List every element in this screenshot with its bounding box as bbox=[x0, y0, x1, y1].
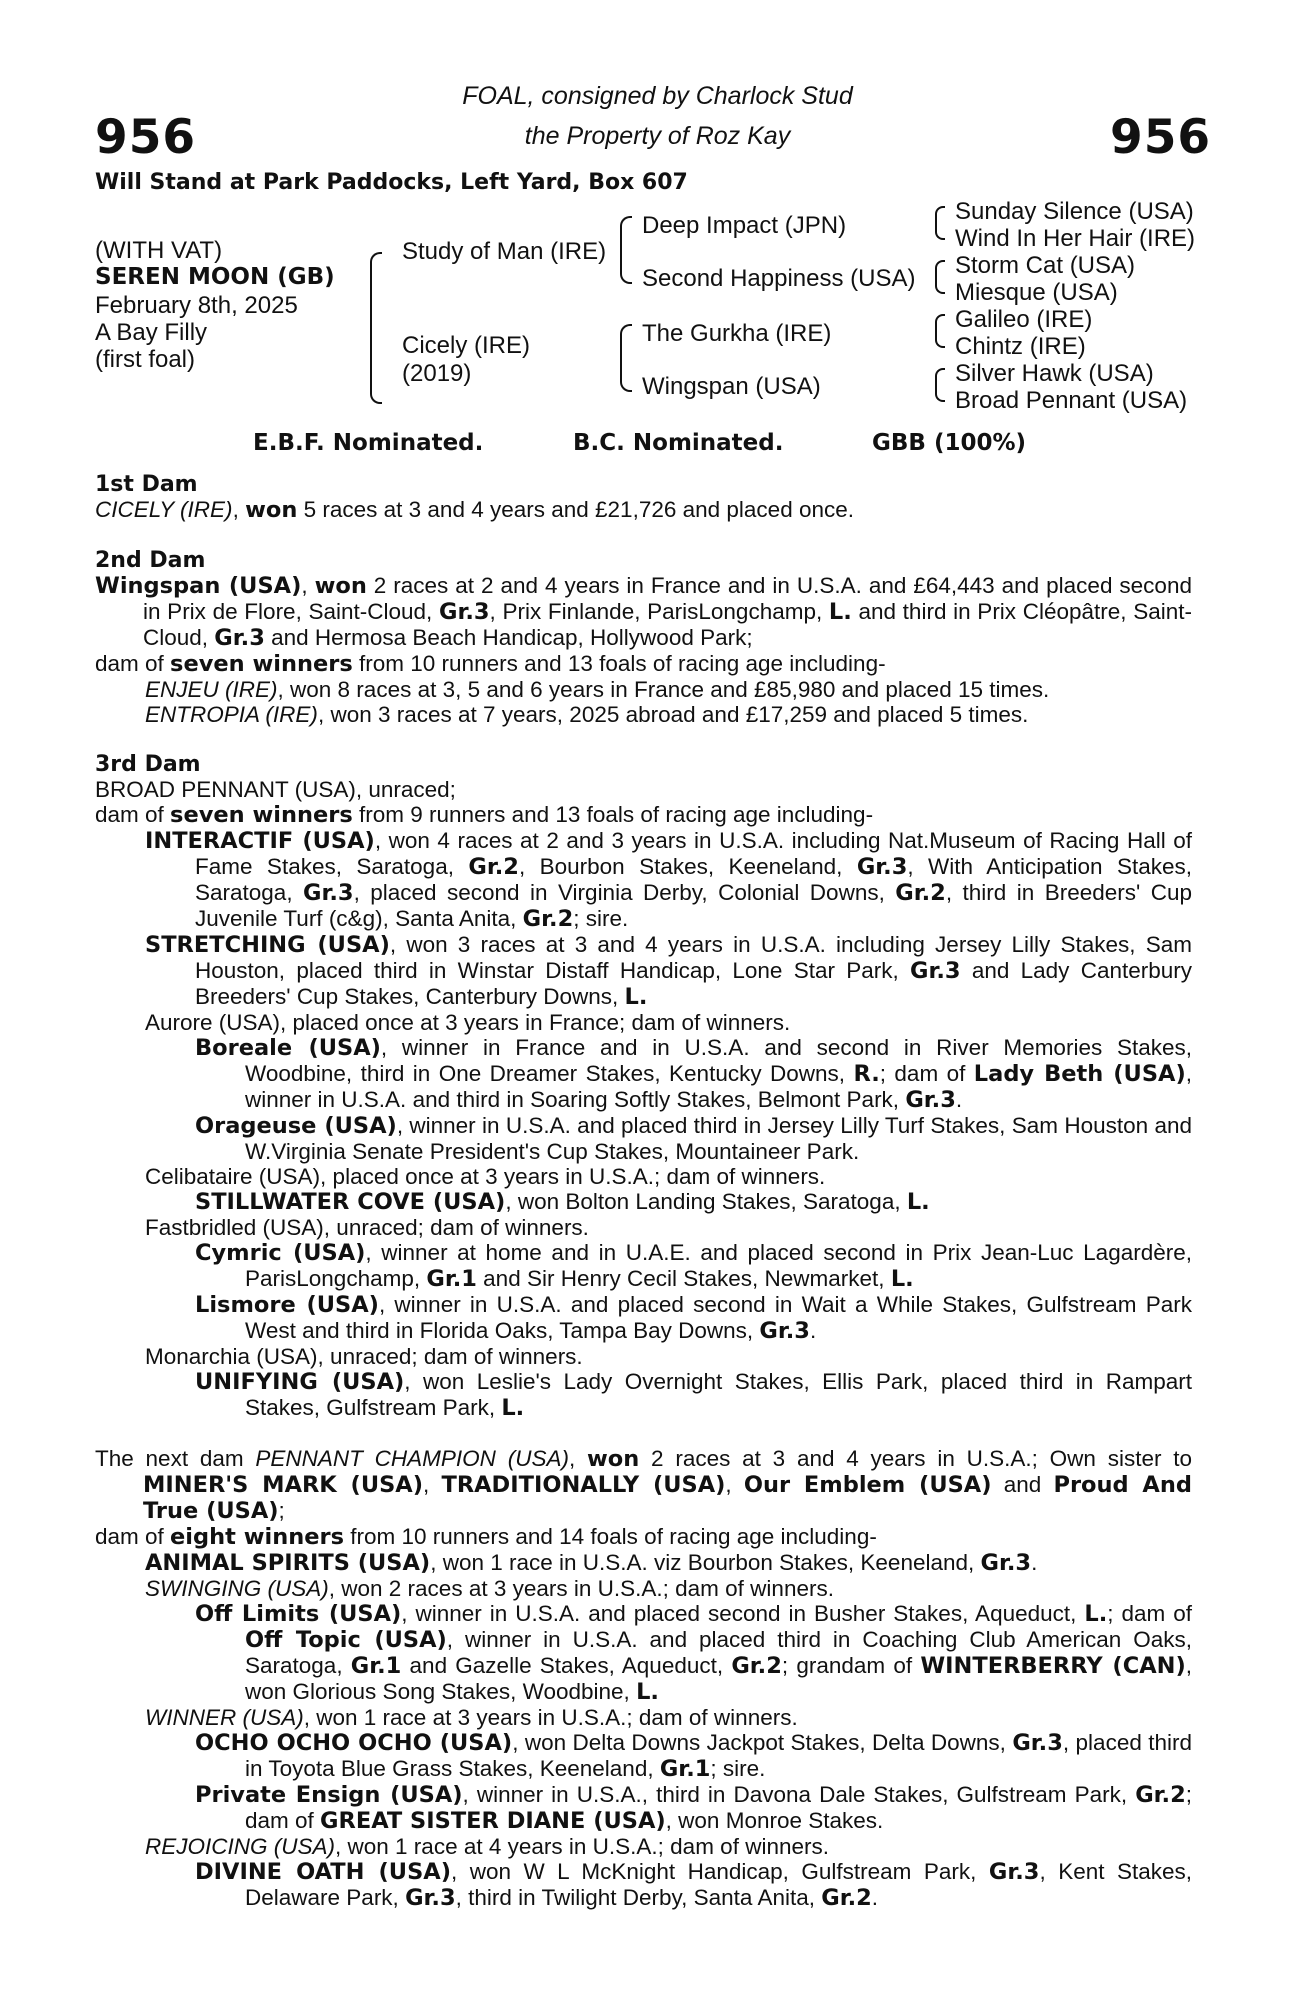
italic-text: ENTROPIA (IRE) bbox=[145, 702, 318, 727]
catalogue-entry bbox=[95, 1705, 1192, 1730]
bold-text: Off Limits (USA) bbox=[195, 1601, 402, 1627]
text-run: , winner in U.S.A., third in Davona Dale Stakes, Gulfstream Park, bbox=[462, 1782, 1136, 1807]
bold-text: Gr.3 bbox=[988, 1859, 1040, 1885]
text-run: . bbox=[871, 1885, 879, 1910]
bold-text: Gr.3 bbox=[856, 854, 908, 880]
text-run: The next dam bbox=[95, 1446, 256, 1471]
text-run: , winner in U.S.A. and placed third in Coaching Club American Oaks, Saratoga, bbox=[245, 1627, 1192, 1678]
text-run: , bbox=[232, 497, 246, 522]
bold-text: Gr.3 bbox=[759, 1318, 810, 1344]
pedigree-ssd: Wind In Her Hair (IRE) bbox=[955, 225, 1196, 252]
text-run: , won 1 race at 4 years in U.S.A.; dam of winners. bbox=[335, 1834, 829, 1859]
first-foal-note: (first foal) bbox=[95, 346, 196, 373]
catalogue-entry bbox=[95, 651, 1192, 677]
catalogue-entry bbox=[95, 777, 1192, 802]
italic-text: PENNANT CHAMPION (USA) bbox=[255, 1446, 569, 1471]
italic-text: CICELY (IRE) bbox=[95, 497, 233, 522]
bold-text: Gr.2 bbox=[731, 1653, 782, 1679]
bold-text: Our Emblem (USA) bbox=[743, 1472, 992, 1498]
catalogue-entry bbox=[95, 1189, 1192, 1215]
text-run: , bbox=[423, 1472, 442, 1497]
bold-text: eight winners bbox=[170, 1524, 345, 1550]
catalogue-entry bbox=[95, 1113, 1192, 1164]
text-run: , winner at home and in U.A.E. and placed second in Prix Jean-Luc Lagardère, ParisLongchamp, bbox=[245, 1240, 1192, 1291]
text-run: 2 races at 2 and 4 years in France and in U.S.A. and £64,443 and placed second in Prix de Flore, Saint-Cloud, bbox=[143, 573, 1192, 624]
text-run: from 10 runners and 14 foals of racing age including- bbox=[344, 1524, 877, 1549]
text-run: , winner in U.S.A. and placed second in Wait a While Stakes, Gulfstream Park West and third in Florida Oaks, Tampa Bay Downs, bbox=[245, 1292, 1192, 1343]
text-run: ; sire. bbox=[573, 906, 629, 931]
bold-text: DIVINE OATH (USA) bbox=[195, 1859, 451, 1885]
bold-text: ANIMAL SPIRITS (USA) bbox=[145, 1550, 431, 1576]
catalogue-entry bbox=[95, 702, 1192, 727]
text-run: 2 races at 3 and 4 years in U.S.A.; Own sister to bbox=[639, 1446, 1192, 1471]
bold-text: L. bbox=[890, 1266, 914, 1292]
bold-text: MINER'S MARK (USA) bbox=[143, 1472, 423, 1498]
text-run: dam of bbox=[95, 651, 171, 676]
text-run: . bbox=[955, 1087, 963, 1112]
pedigree-dam-year: (2019) bbox=[402, 360, 472, 387]
bold-text: L. bbox=[636, 1679, 659, 1705]
text-run: , Prix Finlande, ParisLongchamp, bbox=[489, 599, 829, 624]
bold-text: Cymric (USA) bbox=[195, 1240, 366, 1266]
bold-text: Gr.3 bbox=[980, 1550, 1032, 1576]
ds-bracket bbox=[935, 314, 945, 348]
bold-text: Boreale (USA) bbox=[195, 1035, 381, 1061]
pedigree-sire-dam: Second Happiness (USA) bbox=[642, 265, 916, 292]
catalogue-entry bbox=[95, 1524, 1192, 1550]
bold-text: Gr.3 bbox=[910, 958, 961, 984]
bold-text: Off Topic (USA) bbox=[245, 1627, 447, 1653]
text-run: and bbox=[991, 1472, 1054, 1497]
text-run: and Gazelle Stakes, Aqueduct, bbox=[401, 1653, 732, 1678]
gbb-status: GBB (100%) bbox=[872, 430, 1027, 456]
catalogue-entry bbox=[95, 1292, 1192, 1344]
text-run: , won 4 races at 2 and 3 years in U.S.A. including Nat.Museum of Racing Hall of Fame Stakes, Saratoga, bbox=[195, 828, 1192, 879]
vat-note: (WITH VAT) bbox=[95, 237, 223, 264]
consignment-line: FOAL, consigned by Charlock Stud bbox=[462, 82, 853, 110]
text-run: , third in Breeders' Cup Juvenile Turf (c&g), Santa Anita, bbox=[195, 880, 1193, 931]
bold-text: Gr.3 bbox=[1012, 1730, 1063, 1756]
catalogue-entry bbox=[95, 1369, 1192, 1421]
lot-number-right: 956 bbox=[1110, 110, 1212, 165]
bold-text: Gr.3 bbox=[438, 599, 490, 625]
text-run: dam of bbox=[95, 1524, 171, 1549]
text-run: Celibataire (USA), placed once at 3 years in U.S.A.; dam of winners. bbox=[145, 1164, 826, 1189]
second-dam-entries bbox=[95, 573, 1192, 727]
text-run: , bbox=[301, 573, 315, 598]
italic-text: ENJEU (IRE) bbox=[145, 677, 278, 702]
catalogue-entry bbox=[95, 828, 1192, 932]
text-run: , won 8 races at 3, 5 and 6 years in France and £85,980 and placed 15 times. bbox=[277, 677, 1050, 702]
bold-text: won bbox=[245, 497, 298, 523]
bold-text: OCHO OCHO OCHO (USA) bbox=[195, 1730, 513, 1756]
bold-text: Private Ensign (USA) bbox=[195, 1782, 463, 1808]
foaling-date: February 8th, 2025 bbox=[95, 292, 298, 319]
text-run: ; dam of bbox=[1107, 1601, 1192, 1626]
text-run: 5 races at 3 and 4 years and £21,726 and placed once. bbox=[297, 497, 854, 522]
bold-text: Gr.3 bbox=[303, 880, 354, 906]
catalogue-entry bbox=[95, 1215, 1192, 1240]
bold-text: Lady Beth (USA) bbox=[973, 1061, 1186, 1087]
text-run: , winner in U.S.A. and placed third in Jersey Lilly Turf Stakes, Sam Houston and W.Virginia Senate President's Cup Stakes, Mountaineer Park. bbox=[245, 1113, 1192, 1164]
text-run: , won 3 races at 3 and 4 years in U.S.A. including Jersey Lilly Stakes, Sam Houston, placed third in Winstar Distaff Handicap, Lone Star Park, bbox=[195, 932, 1192, 983]
pedigree-sdd: Miesque (USA) bbox=[955, 279, 1118, 306]
bold-text: STILLWATER COVE (USA) bbox=[195, 1189, 506, 1215]
bold-text: won bbox=[587, 1446, 640, 1472]
first-dam-heading: 1st Dam bbox=[95, 472, 198, 497]
ebf-nomination: E.B.F. Nominated. bbox=[253, 430, 484, 456]
bold-text: L. bbox=[828, 599, 852, 625]
text-run: ; bbox=[278, 1498, 285, 1523]
bold-text: Lismore (USA) bbox=[195, 1292, 379, 1318]
text-run: , won W L McKnight Handicap, Gulfstream Park, bbox=[450, 1859, 989, 1884]
dam-bracket bbox=[620, 324, 632, 392]
lot-number-left: 956 bbox=[95, 110, 197, 165]
text-run: , bbox=[725, 1472, 744, 1497]
bold-text: Gr.3 bbox=[214, 625, 265, 651]
sire-bracket bbox=[620, 216, 632, 284]
text-run: . bbox=[809, 1318, 817, 1343]
horse-description: A Bay Filly bbox=[95, 319, 208, 346]
pedigree-sire-sire: Deep Impact (JPN) bbox=[642, 212, 847, 239]
bold-text: Gr.1 bbox=[350, 1653, 402, 1679]
bold-text: L. bbox=[624, 984, 648, 1010]
pedigree-sss: Sunday Silence (USA) bbox=[955, 198, 1194, 225]
catalogue-entry bbox=[95, 1010, 1192, 1035]
catalogue-entry bbox=[95, 932, 1192, 1010]
text-run: , won Leslie's Lady Overnight Stakes, Ellis Park, placed third in Rampart Stakes, Gulfstream Park, bbox=[245, 1369, 1193, 1420]
bold-text: seven winners bbox=[170, 651, 353, 677]
catalogue-entry bbox=[95, 1164, 1192, 1189]
text-run: , won 2 races at 3 years in U.S.A.; dam of winners. bbox=[328, 1576, 834, 1601]
text-run: and third in Prix Cléopâtre, Saint-Cloud, bbox=[143, 599, 1192, 650]
horse-name: SEREN MOON (GB) bbox=[95, 264, 335, 290]
bold-text: Orageuse (USA) bbox=[195, 1113, 397, 1139]
text-run: BROAD PENNANT (USA), unraced; bbox=[95, 777, 456, 802]
catalogue-entry bbox=[95, 1446, 1192, 1524]
text-run: from 10 runners and 13 foals of racing age including- bbox=[352, 651, 886, 676]
pedigree-dam-sire: The Gurkha (IRE) bbox=[642, 320, 832, 347]
bold-text: L. bbox=[906, 1189, 930, 1215]
text-run: , winner in U.S.A. and placed second in Busher Stakes, Aqueduct, bbox=[401, 1601, 1085, 1626]
italic-text: WINNER (USA) bbox=[145, 1705, 304, 1730]
bold-text: GREAT SISTER DIANE (USA) bbox=[320, 1808, 666, 1834]
text-run: , won Monroe Stakes. bbox=[665, 1808, 884, 1833]
bold-text: Gr.2 bbox=[522, 906, 574, 932]
text-run: , Kent Stakes, Delaware Park, bbox=[245, 1859, 1192, 1910]
property-line: the Property of Roz Kay bbox=[524, 122, 791, 150]
text-run: and Sir Henry Cecil Stakes, Newmarket, bbox=[476, 1266, 891, 1291]
pedigree-sire: Study of Man (IRE) bbox=[402, 238, 607, 265]
bold-text: Gr.2 bbox=[1135, 1782, 1186, 1808]
pedigree-dsd: Chintz (IRE) bbox=[955, 333, 1086, 360]
bold-text: R. bbox=[853, 1061, 880, 1087]
text-run: , placed third in Toyota Blue Grass Stakes, Keeneland, bbox=[245, 1730, 1193, 1781]
catalogue-body bbox=[95, 472, 1192, 1911]
text-run: , won 1 race at 3 years in U.S.A.; dam of winners. bbox=[303, 1705, 798, 1730]
pedigree-dds: Silver Hawk (USA) bbox=[955, 360, 1154, 387]
sd-bracket bbox=[935, 260, 945, 294]
text-run: and Hermosa Beach Handicap, Hollywood Park; bbox=[264, 625, 753, 650]
text-run: , placed second in Virginia Derby, Colonial Downs, bbox=[353, 880, 896, 905]
third-dam-heading: 3rd Dam bbox=[95, 752, 201, 777]
bold-text: L. bbox=[501, 1395, 525, 1421]
text-run: , won 1 race in U.S.A. viz Bourbon Stakes, Keeneland, bbox=[430, 1550, 981, 1575]
second-dam-heading: 2nd Dam bbox=[95, 548, 206, 573]
bold-text: seven winners bbox=[170, 802, 353, 828]
catalogue-entry bbox=[95, 1576, 1192, 1601]
text-run: Aurore (USA), placed once at 3 years in France; dam of winners. bbox=[145, 1010, 791, 1035]
pedigree-dss: Galileo (IRE) bbox=[955, 306, 1093, 333]
text-run: ; grandam of bbox=[781, 1653, 921, 1678]
text-run: , winner in U.S.A. and third in Soaring Softly Stakes, Belmont Park, bbox=[245, 1061, 1192, 1112]
bold-text: Gr.1 bbox=[659, 1756, 711, 1782]
pedigree-sds: Storm Cat (USA) bbox=[955, 252, 1136, 279]
bold-text: Gr.2 bbox=[895, 880, 946, 906]
catalogue-entry bbox=[95, 573, 1192, 651]
first-dam-text bbox=[95, 497, 1192, 523]
stand-location: Will Stand at Park Paddocks, Left Yard, Box 607 bbox=[95, 170, 688, 195]
text-run: . bbox=[1031, 1550, 1038, 1575]
text-run: , winner in France and in U.S.A. and second in River Memories Stakes, Woodbine, third in One Dreamer Stakes, Kentucky Downs, bbox=[245, 1035, 1192, 1086]
bold-text: TRADITIONALLY (USA) bbox=[441, 1472, 726, 1498]
bold-text: Proud And True (USA) bbox=[143, 1472, 1192, 1524]
text-run: Monarchia (USA), unraced; dam of winners. bbox=[145, 1344, 583, 1369]
pedigree-dam: Cicely (IRE) bbox=[402, 332, 531, 359]
catalogue-entry bbox=[95, 1550, 1192, 1576]
gen1-bracket bbox=[370, 252, 382, 404]
bold-text: INTERACTIF (USA) bbox=[145, 828, 375, 854]
bold-text: Gr.2 bbox=[821, 1885, 872, 1911]
bold-text: won bbox=[314, 573, 367, 599]
catalogue-entry bbox=[95, 1035, 1192, 1113]
catalogue-entry bbox=[95, 1730, 1192, 1782]
text-run: , won Bolton Landing Stakes, Saratoga, bbox=[505, 1189, 907, 1214]
bold-text: Gr.3 bbox=[905, 1087, 956, 1113]
text-run: , won 3 races at 7 years, 2025 abroad and £17,259 and placed 5 times. bbox=[317, 702, 1029, 727]
text-run: ; dam of bbox=[879, 1061, 974, 1086]
catalogue-entry bbox=[95, 1859, 1192, 1911]
bold-text: Wingspan (USA) bbox=[95, 573, 302, 599]
bold-text: Gr.3 bbox=[405, 1885, 456, 1911]
bold-text: Gr.1 bbox=[426, 1266, 477, 1292]
text-run: , won Delta Downs Jackpot Stakes, Delta Downs, bbox=[512, 1730, 1013, 1755]
next-dam-entries bbox=[95, 1446, 1192, 1911]
pedigree-ddd: Broad Pennant (USA) bbox=[955, 387, 1188, 414]
text-run: , bbox=[568, 1446, 587, 1471]
catalogue-entry bbox=[95, 1240, 1192, 1292]
text-run: , won Glorious Song Stakes, Woodbine, bbox=[245, 1653, 1192, 1704]
bc-nomination: B.C. Nominated. bbox=[573, 430, 784, 456]
text-run: , third in Twilight Derby, Santa Anita, bbox=[455, 1885, 822, 1910]
italic-text: SWINGING (USA) bbox=[145, 1576, 329, 1601]
bold-text: STRETCHING (USA) bbox=[145, 932, 390, 958]
text-run: from 9 runners and 13 foals of racing age including- bbox=[352, 802, 874, 827]
text-run: dam of bbox=[95, 802, 171, 827]
catalogue-entry bbox=[95, 1344, 1192, 1369]
third-dam-entries bbox=[95, 777, 1192, 1421]
catalogue-entry bbox=[95, 1601, 1192, 1705]
catalogue-entry bbox=[95, 677, 1192, 702]
text-run: and Lady Canterbury Breeders' Cup Stakes, Canterbury Downs, bbox=[195, 958, 1192, 1009]
text-run: , Bourbon Stakes, Keeneland, bbox=[518, 854, 857, 879]
bold-text: UNIFYING (USA) bbox=[195, 1369, 405, 1395]
ss-bracket bbox=[935, 206, 945, 240]
bold-text: Gr.2 bbox=[468, 854, 519, 880]
pedigree-dam-dam: Wingspan (USA) bbox=[642, 373, 821, 400]
catalogue-entry bbox=[95, 802, 1192, 828]
catalogue-entry bbox=[95, 1782, 1192, 1834]
bold-text: L. bbox=[1084, 1601, 1108, 1627]
text-run: , With Anticipation Stakes, Saratoga, bbox=[195, 854, 1192, 905]
text-run: Fastbridled (USA), unraced; dam of winners. bbox=[145, 1215, 589, 1240]
catalogue-entry bbox=[95, 1834, 1192, 1859]
bold-text: WINTERBERRY (CAN) bbox=[920, 1653, 1186, 1679]
italic-text: REJOICING (USA) bbox=[145, 1834, 336, 1859]
text-run: ; dam of bbox=[245, 1782, 1193, 1833]
dd-bracket bbox=[935, 368, 945, 402]
text-run: ; sire. bbox=[710, 1756, 766, 1781]
